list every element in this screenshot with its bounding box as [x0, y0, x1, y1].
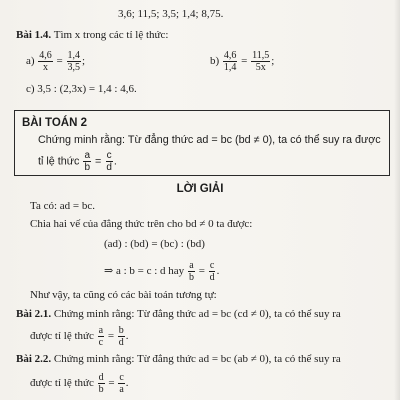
fraction: $\frac{a}{b}$ [188, 260, 194, 283]
exercise-1-4-b: b) $\frac{4,6}{1,4}$ = $\frac{11,5}{5x}$ ; [210, 50, 275, 73]
top-numbers: 3,6; 11,5; 3,5; 1,4; 8,75. [118, 8, 224, 20]
solution-line: Ta có: ad = bc. [30, 200, 95, 212]
problem-title: BÀI TOÁN 2 [22, 117, 87, 129]
exercise-label: Bài 2.2. [16, 353, 52, 365]
exercise-label: Bài 1.4. [16, 29, 52, 41]
fraction: $\frac{4,6}{x}$ [39, 50, 52, 73]
problem-proportion: tỉ lệ thức $\frac{a}{b}$ = $\frac{c}{d}$ . [38, 150, 117, 173]
exercise-2-1: Bài 2.1. Chứng minh rằng: Từ đẳng thức ad = bc (cd ≠ 0), ta có thể suy ra [16, 308, 341, 320]
fraction: $\frac{b}{d}$ [118, 325, 124, 348]
item-label: b) [210, 55, 220, 68]
exercise-1-4-heading [16, 28, 168, 42]
exercise-text: Tìm x trong các tỉ lệ thức: [53, 29, 169, 41]
fraction: $\frac{a}{b}$ [84, 150, 90, 173]
exercise-1-4-c: c) 3,5 : (2,3x) = 1,4 : 4,6. [26, 83, 137, 95]
solution-conclusion: ⇒ a : b = c : d hay $\frac{a}{b}$ = $\frac{c}{d}$ . [104, 260, 220, 283]
solution-title: LỜI GIẢI [176, 183, 224, 195]
fraction: $\frac{d}{b}$ [98, 372, 104, 395]
exercise-2-2: Bài 2.2. Chứng minh rằng: Từ đẳng thức ad = bc (ab ≠ 0), ta có thể suy ra [16, 353, 341, 365]
page-spine-shadow [394, 0, 400, 400]
fraction: $\frac{c}{a}$ [119, 372, 124, 395]
solution-line: Chia hai vế của đẳng thức trên cho bd ≠ 0 ta được: [30, 218, 253, 230]
fraction: $\frac{a}{c}$ [98, 325, 104, 348]
problem-statement: Chứng minh rằng: Từ đẳng thức ad = bc (bd ≠ 0), ta có thể suy ra được [38, 134, 381, 146]
fraction: $\frac{1,4}{3,5}$ [67, 50, 81, 73]
fraction: $\frac{4,6}{1,4}$ [223, 50, 237, 73]
solution-equation: (ad) : (bd) = (bc) : (bd) [104, 238, 205, 250]
solution-line: Như vậy, ta cũng có các bài toán tương tự: [30, 289, 217, 301]
fraction: $\frac{c}{d}$ [106, 150, 112, 173]
fraction: $\frac{11,5}{5x}$ [252, 50, 270, 73]
fraction: $\frac{c}{d}$ [209, 260, 215, 283]
exercise-1-4-a: a) $\frac{4,6}{x}$ = $\frac{1,4}{3,5}$ ; [26, 50, 86, 73]
exercise-label: Bài 2.1. [16, 308, 52, 320]
exercise-2-1-proportion: được tỉ lệ thức $\frac{a}{c}$ = $\frac{b}{d}$ . [30, 325, 129, 348]
exercise-2-2-proportion: được tỉ lệ thức $\frac{d}{b}$ = $\frac{c}{a}$ . [30, 372, 129, 395]
item-label: a) [26, 55, 35, 68]
